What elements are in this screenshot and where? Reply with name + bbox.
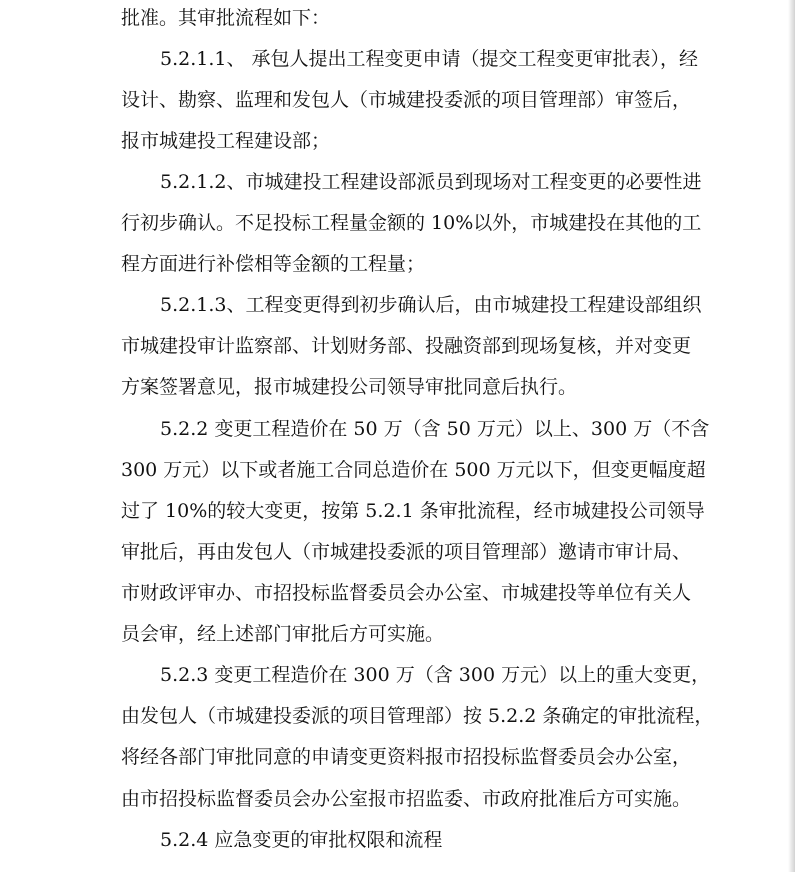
text-line: 将经各部门审批同意的申请变更资料报市招投标监督委员会办公室， (121, 746, 692, 768)
text-line: 程方面进行补偿相等金额的工程量； (121, 253, 426, 275)
text-line: 设计、勘察、监理和发包人（市城建投委派的项目管理部）审签后， (121, 89, 692, 111)
text-line: 员会审，经上述部门审批后方可实施。 (121, 623, 445, 645)
text-line: 市财政评审办、市招投标监督委员会办公室、市城建投等单位有关人 (121, 582, 692, 604)
clause-5-2-1-3-heading: 5.2.1.3、工程变更得到初步确认后，由市城建投工程建设部组织 (160, 294, 702, 316)
clause-5-2-4-heading: 5.2.4 应急变更的审批权限和流程 (160, 829, 443, 851)
text-line: 市城建投审计监察部、计划财务部、投融资部到现场复核，并对变更 (121, 335, 692, 357)
text-line: 批准。其审批流程如下： (121, 7, 331, 29)
text-line: 行初步确认。不足投标工程量金额的 10%以外，市城建投在其他的工 (121, 212, 702, 234)
clause-5-2-3-heading: 5.2.3 变更工程造价在 300 万（含 300 万元）以上的重大变更， (160, 664, 711, 686)
clause-5-2-2-heading: 5.2.2 变更工程造价在 50 万（含 50 万元）以上、300 万（不含 (160, 418, 710, 440)
text-line: 300 万元）以下或者施工合同总造价在 500 万元以下，但变更幅度超 (121, 459, 706, 481)
text-line: 过了 10%的较大变更，按第 5.2.1 条审批流程，经市城建投公司领导 (121, 500, 705, 522)
text-line: 方案签署意见，报市城建投公司领导审批同意后执行。 (121, 376, 578, 398)
text-line: 由发包人（市城建投委派的项目管理部）按 5.2.2 条确定的审批流程， (121, 705, 714, 727)
text-line: 报市城建投工程建设部； (121, 130, 331, 152)
clause-5-2-1-1-heading: 5.2.1.1、 承包人提出工程变更申请（提交工程变更审批表），经 (160, 48, 699, 70)
page-edge-shadow (788, 0, 795, 872)
text-line: 审批后，再由发包人（市城建投委派的项目管理部）邀请市审计局、 (121, 541, 692, 563)
text-line: 由市招投标监督委员会办公室报市招监委、市政府批准后方可实施。 (121, 788, 692, 810)
clause-5-2-1-2-heading: 5.2.1.2、市城建投工程建设部派员到现场对工程变更的必要性进 (160, 171, 702, 193)
